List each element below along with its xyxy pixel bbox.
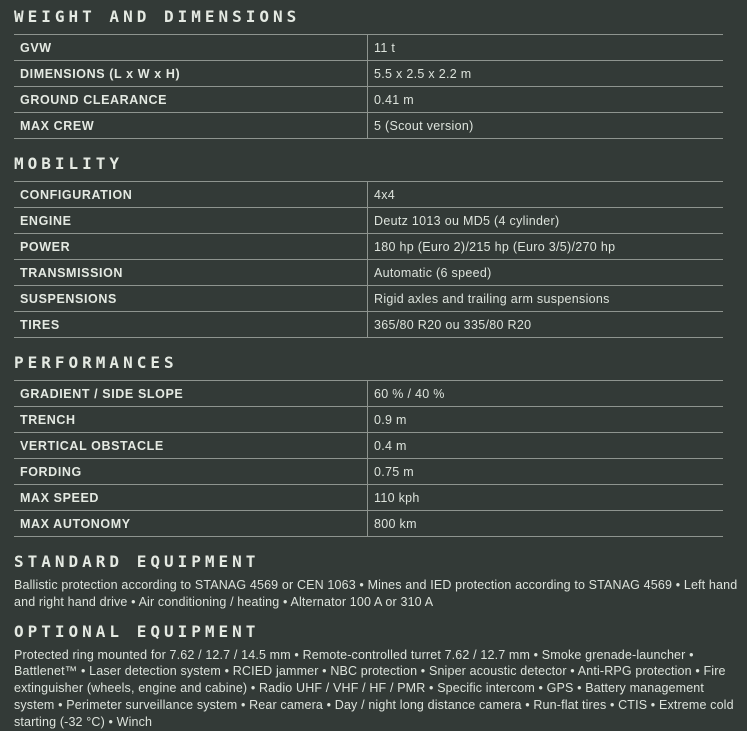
weight-dimensions-table bbox=[14, 34, 723, 139]
performances-title: PERFORMANCES bbox=[14, 353, 178, 372]
spec-value: 0.9 m bbox=[368, 407, 724, 433]
performances-table bbox=[14, 380, 723, 537]
spec-label: ENGINE bbox=[14, 208, 368, 234]
table-row bbox=[14, 87, 723, 113]
spec-label: FORDING bbox=[14, 459, 368, 485]
spec-label: MAX SPEED bbox=[14, 485, 368, 511]
table-row bbox=[14, 312, 723, 338]
section-spacer bbox=[0, 537, 747, 551]
table-row bbox=[14, 35, 723, 61]
table-row bbox=[14, 182, 723, 208]
spec-label: TIRES bbox=[14, 312, 368, 338]
spec-label: GROUND CLEARANCE bbox=[14, 87, 368, 113]
optional-equipment-text: Protected ring mounted for 7.62 / 12.7 / 14.5 mm • Remote-controlled turret 7.62 / 12.7 mm • Smoke grenade-launcher • Battlenet™ • Laser detection system • RCIED jammer • NBC protection • Sniper acoustic detector • Anti-RPG protection • Fire extinguisher (wheels, engine and cabine) • Radio UHF / VHF / HF / PMR • Specific intercom • GPS • Battery management system • Perimeter surveillance system • Rear camera • Day / night long distance camera • Run-flat tires • CTIS • Extreme cold starting (-32 °C) • Winch bbox=[14, 647, 734, 729]
mobility-title: MOBILITY bbox=[14, 154, 124, 173]
table-row bbox=[14, 234, 723, 260]
spec-label: MAX CREW bbox=[14, 113, 368, 139]
spec-label: DIMENSIONS (L x W x H) bbox=[14, 61, 368, 87]
spec-value: 0.75 m bbox=[368, 459, 724, 485]
spec-label: VERTICAL OBSTACLE bbox=[14, 433, 368, 459]
spec-label: MAX AUTONOMY bbox=[14, 511, 368, 537]
table-row bbox=[14, 407, 723, 433]
spec-value: 5 (Scout version) bbox=[368, 113, 724, 139]
spec-value: 60 % / 40 % bbox=[368, 381, 724, 407]
spec-value: 110 kph bbox=[368, 485, 724, 511]
table-row bbox=[14, 113, 723, 139]
spec-label: TRANSMISSION bbox=[14, 260, 368, 286]
section-spacer bbox=[0, 139, 747, 153]
spec-label: TRENCH bbox=[14, 407, 368, 433]
section-spacer bbox=[0, 611, 747, 621]
spec-label: SUSPENSIONS bbox=[14, 286, 368, 312]
weight-dimensions-title: WEIGHT AND DIMENSIONS bbox=[14, 7, 301, 26]
spec-label: CONFIGURATION bbox=[14, 182, 368, 208]
table-row bbox=[14, 61, 723, 87]
table-row bbox=[14, 459, 723, 485]
mobility-table bbox=[14, 181, 723, 338]
spec-value: 0.41 m bbox=[368, 87, 724, 113]
spec-value: 4x4 bbox=[368, 182, 724, 208]
spec-value: Deutz 1013 ou MD5 (4 cylinder) bbox=[368, 208, 724, 234]
spec-value: 800 km bbox=[368, 511, 724, 537]
spec-value: 0.4 m bbox=[368, 433, 724, 459]
table-row bbox=[14, 286, 723, 312]
table-row bbox=[14, 208, 723, 234]
spec-value: Rigid axles and trailing arm suspensions bbox=[368, 286, 724, 312]
table-row bbox=[14, 485, 723, 511]
spec-value: 5.5 x 2.5 x 2.2 m bbox=[368, 61, 724, 87]
table-row bbox=[14, 511, 723, 537]
table-row bbox=[14, 433, 723, 459]
table-row bbox=[14, 381, 723, 407]
table-row bbox=[14, 260, 723, 286]
spec-value: 180 hp (Euro 2)/215 hp (Euro 3/5)/270 hp bbox=[368, 234, 724, 260]
spec-value: 365/80 R20 ou 335/80 R20 bbox=[368, 312, 724, 338]
spec-value: Automatic (6 speed) bbox=[368, 260, 724, 286]
spec-label: GRADIENT / SIDE SLOPE bbox=[14, 381, 368, 407]
section-spacer bbox=[0, 338, 747, 352]
optional-equipment-title: OPTIONAL EQUIPMENT bbox=[14, 621, 260, 641]
standard-equipment-text: Ballistic protection according to STANAG 4569 or CEN 1063 • Mines and IED protection according to STANAG 4569 • Left hand and right hand drive • Air conditioning / heating • Alternator 100 A or 310 A bbox=[14, 578, 738, 609]
spec-value: 11 t bbox=[368, 35, 724, 61]
spec-label: POWER bbox=[14, 234, 368, 260]
spec-label: GVW bbox=[14, 35, 368, 61]
standard-equipment-title: STANDARD EQUIPMENT bbox=[14, 552, 260, 571]
